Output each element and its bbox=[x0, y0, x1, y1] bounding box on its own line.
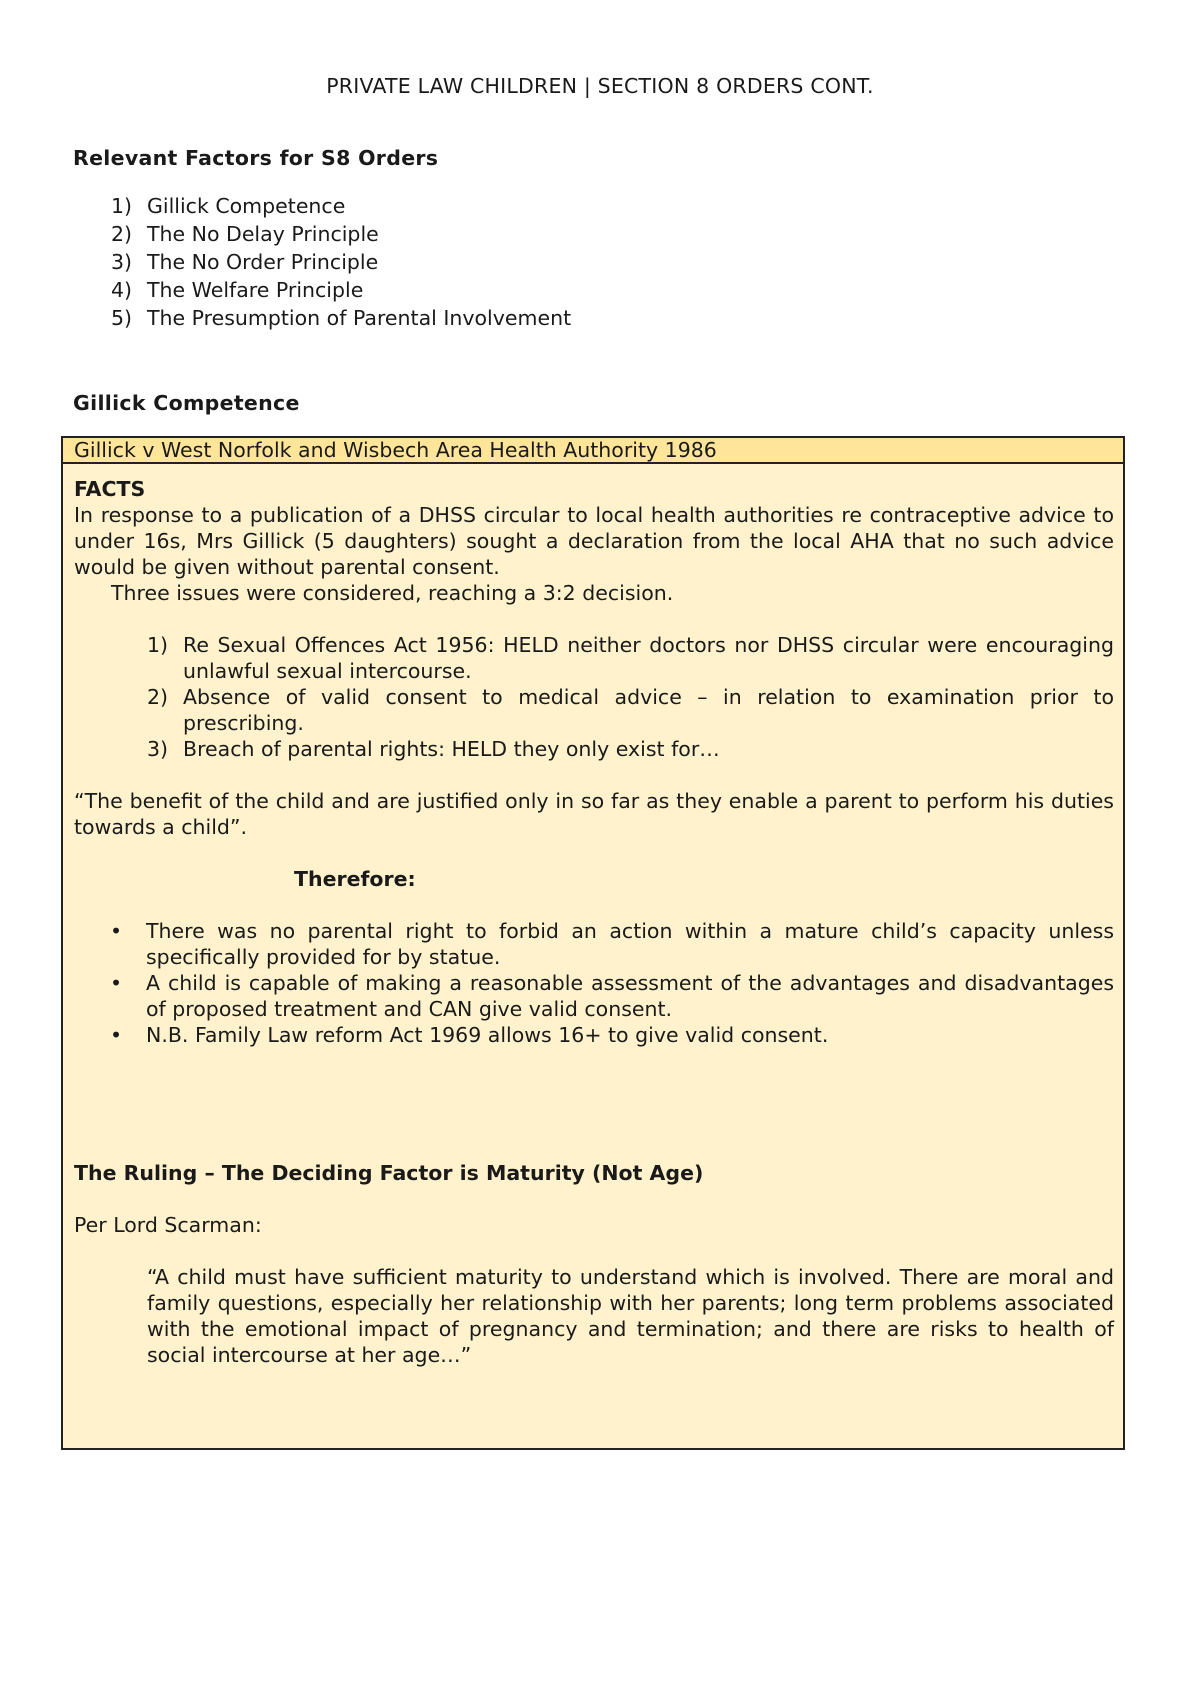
list-item bbox=[111, 192, 571, 220]
list-item bbox=[110, 1022, 1114, 1048]
bullet-icon: • bbox=[110, 1023, 123, 1047]
case-title: Gillick v West Norfolk and Wisbech Area Health Authority 1986 bbox=[63, 438, 1123, 464]
per-lord-scarman: Per Lord Scarman: bbox=[74, 1213, 262, 1237]
ruling-heading: The Ruling – The Deciding Factor is Maturity (Not Age) bbox=[74, 1161, 704, 1185]
list-item bbox=[110, 970, 1114, 1022]
list-item-text: Gillick Competence bbox=[147, 194, 346, 218]
gillick-heading: Gillick Competence bbox=[73, 391, 300, 415]
list-item-text: N.B. Family Law reform Act 1969 allows 16+ to give valid consent. bbox=[146, 1023, 829, 1047]
list-item-number: 3) bbox=[147, 737, 169, 761]
list-item-text: The No Order Principle bbox=[147, 250, 379, 274]
conclusions-list bbox=[110, 918, 1114, 1048]
list-item-number: 4) bbox=[111, 278, 133, 302]
list-item-number: 1) bbox=[111, 194, 133, 218]
factors-list bbox=[111, 192, 571, 332]
list-item bbox=[147, 684, 1114, 736]
rights-quote: “The benefit of the child and are justified only in so far as they enable a parent to perform his duties towards a child”. bbox=[74, 789, 1114, 839]
list-item bbox=[111, 248, 571, 276]
issues-list bbox=[147, 632, 1114, 762]
facts-text: In response to a publication of a DHSS circular to local health authorities re contraceptive advice to under 16s, Mrs Gillick (5 daughters) sought a declaration from the local AHA that no such advice would be given without parental consent. bbox=[74, 503, 1114, 579]
list-item-number: 5) bbox=[111, 306, 133, 330]
factors-heading: Relevant Factors for S8 Orders bbox=[73, 146, 439, 170]
list-item-text: A child is capable of making a reasonable assessment of the advantages and disadvantages of proposed treatment and CAN give valid consent. bbox=[146, 971, 1114, 1021]
bullet-icon: • bbox=[110, 919, 123, 943]
list-item-text: The Presumption of Parental Involvement bbox=[147, 306, 572, 330]
list-item-number: 2) bbox=[147, 685, 169, 709]
list-item-text: Absence of valid consent to medical advice – in relation to examination prior to prescribing. bbox=[183, 685, 1114, 735]
list-item bbox=[110, 918, 1114, 970]
page-title: PRIVATE LAW CHILDREN | SECTION 8 ORDERS CONT. bbox=[326, 74, 874, 98]
list-item bbox=[111, 276, 571, 304]
therefore-label: Therefore: bbox=[294, 867, 416, 891]
list-item-number: 1) bbox=[147, 633, 169, 657]
list-item bbox=[147, 632, 1114, 684]
list-item bbox=[111, 220, 571, 248]
list-item-text: The Welfare Principle bbox=[147, 278, 364, 302]
list-item-text: The No Delay Principle bbox=[147, 222, 379, 246]
facts-label: FACTS bbox=[74, 477, 146, 501]
list-item-text: Breach of parental rights: HELD they only exist for… bbox=[183, 737, 720, 761]
list-item bbox=[147, 736, 1114, 762]
list-item-text: There was no parental right to forbid an action within a mature child’s capacity unless specifically provided for by statue. bbox=[146, 919, 1114, 969]
list-item bbox=[111, 304, 571, 332]
list-item-number: 2) bbox=[111, 222, 133, 246]
issues-intro: Three issues were considered, reaching a 3:2 decision. bbox=[111, 581, 674, 605]
case-box bbox=[61, 436, 1125, 1450]
scarman-quote: “A child must have sufficient maturity to understand which is involved. There are moral and family questions, especially her relationship with her parents; long term problems associated with the emotional impact of pregnancy and termination; and there are risks to health of social intercourse at her age…” bbox=[147, 1265, 1114, 1367]
list-item-number: 3) bbox=[111, 250, 133, 274]
bullet-icon: • bbox=[110, 971, 123, 995]
list-item-text: Re Sexual Offences Act 1956: HELD neither doctors nor DHSS circular were encouraging unlawful sexual intercourse. bbox=[183, 633, 1114, 683]
